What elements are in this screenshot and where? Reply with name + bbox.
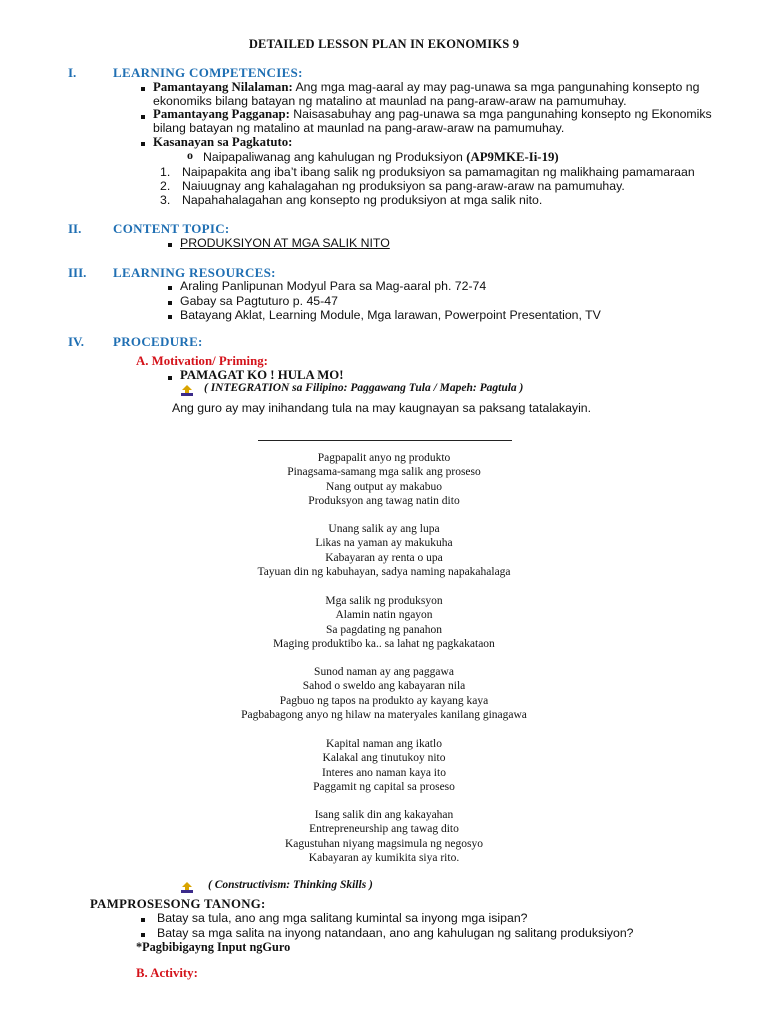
- square-bullet-icon: [141, 918, 145, 922]
- poem-line: Sahod o sweldo ang kabayaran nila: [302, 680, 466, 693]
- poem-line: Interes ano naman kaya ito: [322, 766, 446, 779]
- competency-text: Ang mga mag-aaral ay may pag-unawa sa mga pangunahing konsepto ng: [292, 80, 700, 94]
- poem-line: Mga salik ng produksyon: [325, 595, 443, 607]
- poem-line: Maging produktibo ka.. sa lahat ng pagkakataon: [273, 637, 495, 650]
- competency-label: Pamantayang Nilalaman:: [153, 80, 293, 94]
- numbered-objective-1: [160, 165, 695, 179]
- section-1-heading: LEARNING COMPETENCIES:: [113, 65, 303, 80]
- poem-line: Kalakal ang tinutukoy nito: [322, 752, 446, 765]
- resource-item: Araling Panlipunan Modyul Para sa Mag-aaral ph. 72-74: [180, 279, 487, 293]
- process-question: Batay sa mga salita na inyong natandaan, ano ang kahulugan ng salitang produksiyon?: [157, 926, 634, 940]
- arrow-bullet-icon: [181, 383, 193, 401]
- objective-text: Naipapaliwanag ang kahulugan ng Produksiyon: [203, 150, 467, 164]
- section-2-number: II.: [68, 221, 82, 236]
- poem-line: Kagustuhan niyang magsimula ng negosyo: [284, 837, 484, 850]
- questions-heading: PAMPROSESONG TANONG:: [90, 897, 266, 911]
- poem-line: Paggamit ng capital sa proseso: [313, 780, 455, 793]
- sub-bullet-marker: o: [187, 148, 193, 162]
- section-3-heading: LEARNING RESOURCES:: [113, 265, 276, 280]
- input-note: *Pagbibigayng Input ngGuro: [136, 940, 291, 954]
- motivation-label: A. Motivation/ Priming:: [136, 354, 268, 368]
- section-4-heading: PROCEDURE:: [113, 334, 203, 349]
- poem-line: Likas na yaman ay makukuha: [315, 537, 453, 550]
- poem-line: Pagbuo ng tapos na produkto ay kayang kaya: [279, 694, 489, 707]
- poem-line: Kapital naman ang ikatlo: [326, 738, 442, 750]
- poem-line: Sa pagdating ng panahon: [326, 623, 442, 636]
- competency-text-cont: bilang batayan ng matalino at maunlad na pang-araw-araw na pamumuhay.: [153, 121, 565, 135]
- poem-line: Kabayaran ay renta o upa: [325, 551, 443, 564]
- poem-line: Alamin natin ngayon: [335, 609, 433, 622]
- objective-number: 2.: [160, 179, 171, 193]
- poem-line: Pagbabagong anyo ng hilaw na materyales kanilang ginagawa: [241, 708, 527, 721]
- competency-performance-standard: [153, 107, 712, 122]
- poem-line: Tayuan din ng kabuhayan, sadya naming napakahalaga: [257, 565, 511, 578]
- poem-stanza-6: [0, 808, 768, 865]
- content-topic: PRODUKSIYON AT MGA SALIK NITO: [180, 236, 390, 250]
- poem-line: Entrepreneurship ang tawag dito: [309, 823, 459, 836]
- objective-text: Naiuugnay ang kahalagahan ng produksiyon sa pang-araw-araw na pamumuhay.: [182, 179, 625, 193]
- poem-line: Kabayaran ay kumikita siya rito.: [308, 851, 460, 864]
- objective-number: 3.: [160, 193, 171, 207]
- square-bullet-icon: [141, 115, 145, 119]
- poem-line: Nang output ay makabuo: [326, 480, 442, 493]
- section-4-number: IV.: [68, 334, 85, 349]
- poem-line: Pagpapalit anyo ng produkto: [317, 452, 451, 464]
- poem-intro: Ang guro ay may inihandang tula na may kaugnayan sa paksang tatalakayin.: [172, 401, 592, 415]
- poem-line: Unang salik ay ang lupa: [328, 523, 440, 535]
- section-2-heading: CONTENT TOPIC:: [113, 221, 230, 236]
- section-1-number: I.: [68, 65, 77, 80]
- constructivism-note: ( Constructivism: Thinking Skills ): [208, 879, 373, 891]
- objective-text: Naipapakita ang iba’t ibang salik ng produksiyon sa pamamagitan ng malikhaing pamamaraan: [182, 165, 695, 179]
- objective-text: Napahahalagahan ang konsepto ng produksiyon at mga salik nito.: [182, 193, 543, 207]
- resource-item: Batayang Aklat, Learning Module, Mga larawan, Powerpoint Presentation, TV: [180, 308, 601, 322]
- poem-line: Isang salik din ang kakayahan: [314, 809, 454, 821]
- integration-note: ( INTEGRATION sa Filipino: Paggawang Tula / Mapeh: Pagtula ): [204, 382, 524, 394]
- document-title: DETAILED LESSON PLAN IN EKONOMIKS 9: [248, 37, 520, 51]
- square-bullet-icon: [141, 87, 145, 91]
- arrow-bullet-icon: [181, 880, 193, 898]
- square-bullet-icon: [168, 301, 172, 305]
- section-3-number: III.: [68, 265, 87, 280]
- learning-objective-main: [203, 150, 559, 165]
- numbered-objective-3: [160, 193, 542, 207]
- poem-stanza-2: [0, 522, 768, 579]
- square-bullet-icon: [141, 933, 145, 937]
- poem-line: Pinagsama-samang mga salik ang proseso: [287, 466, 481, 479]
- square-bullet-icon: [168, 376, 172, 380]
- competency-content-standard: [153, 80, 699, 95]
- resource-item: Gabay sa Pagtuturo p. 45-47: [180, 294, 338, 308]
- poem-line: Sunod naman ay ang paggawa: [314, 666, 454, 678]
- numbered-objective-2: [160, 179, 625, 193]
- objective-number: 1.: [160, 165, 171, 179]
- poem-stanza-4: [0, 665, 768, 722]
- square-bullet-icon: [168, 243, 172, 247]
- objective-code: (AP9MKE-Ii-19): [466, 150, 559, 164]
- poem-divider: [258, 440, 512, 441]
- poem-stanza-1: [0, 451, 768, 508]
- competency-text: Naisasabuhay ang pag-unawa sa mga pangunahing konsepto ng Ekonomiks: [289, 107, 712, 121]
- competency-label: Pamantayang Pagganap:: [153, 107, 290, 121]
- poem-line: Produksyon ang tawag natin dito: [308, 494, 460, 507]
- process-question: Batay sa tula, ano ang mga salitang kumintal sa inyong mga isipan?: [157, 911, 528, 925]
- poem-stanza-5: [0, 737, 768, 794]
- game-title: PAMAGAT KO ! HULA MO!: [180, 368, 344, 382]
- activity-label: B. Activity:: [136, 966, 198, 980]
- competency-text-cont: ekonomiks bilang batayan ng matalino at maunlad na pang-araw-araw na pamumuhay.: [153, 94, 627, 108]
- competency-learning-skill: Kasanayan sa Pagkatuto:: [153, 135, 293, 149]
- poem-stanza-3: [0, 594, 768, 651]
- square-bullet-icon: [141, 142, 145, 146]
- square-bullet-icon: [168, 315, 172, 319]
- square-bullet-icon: [168, 286, 172, 290]
